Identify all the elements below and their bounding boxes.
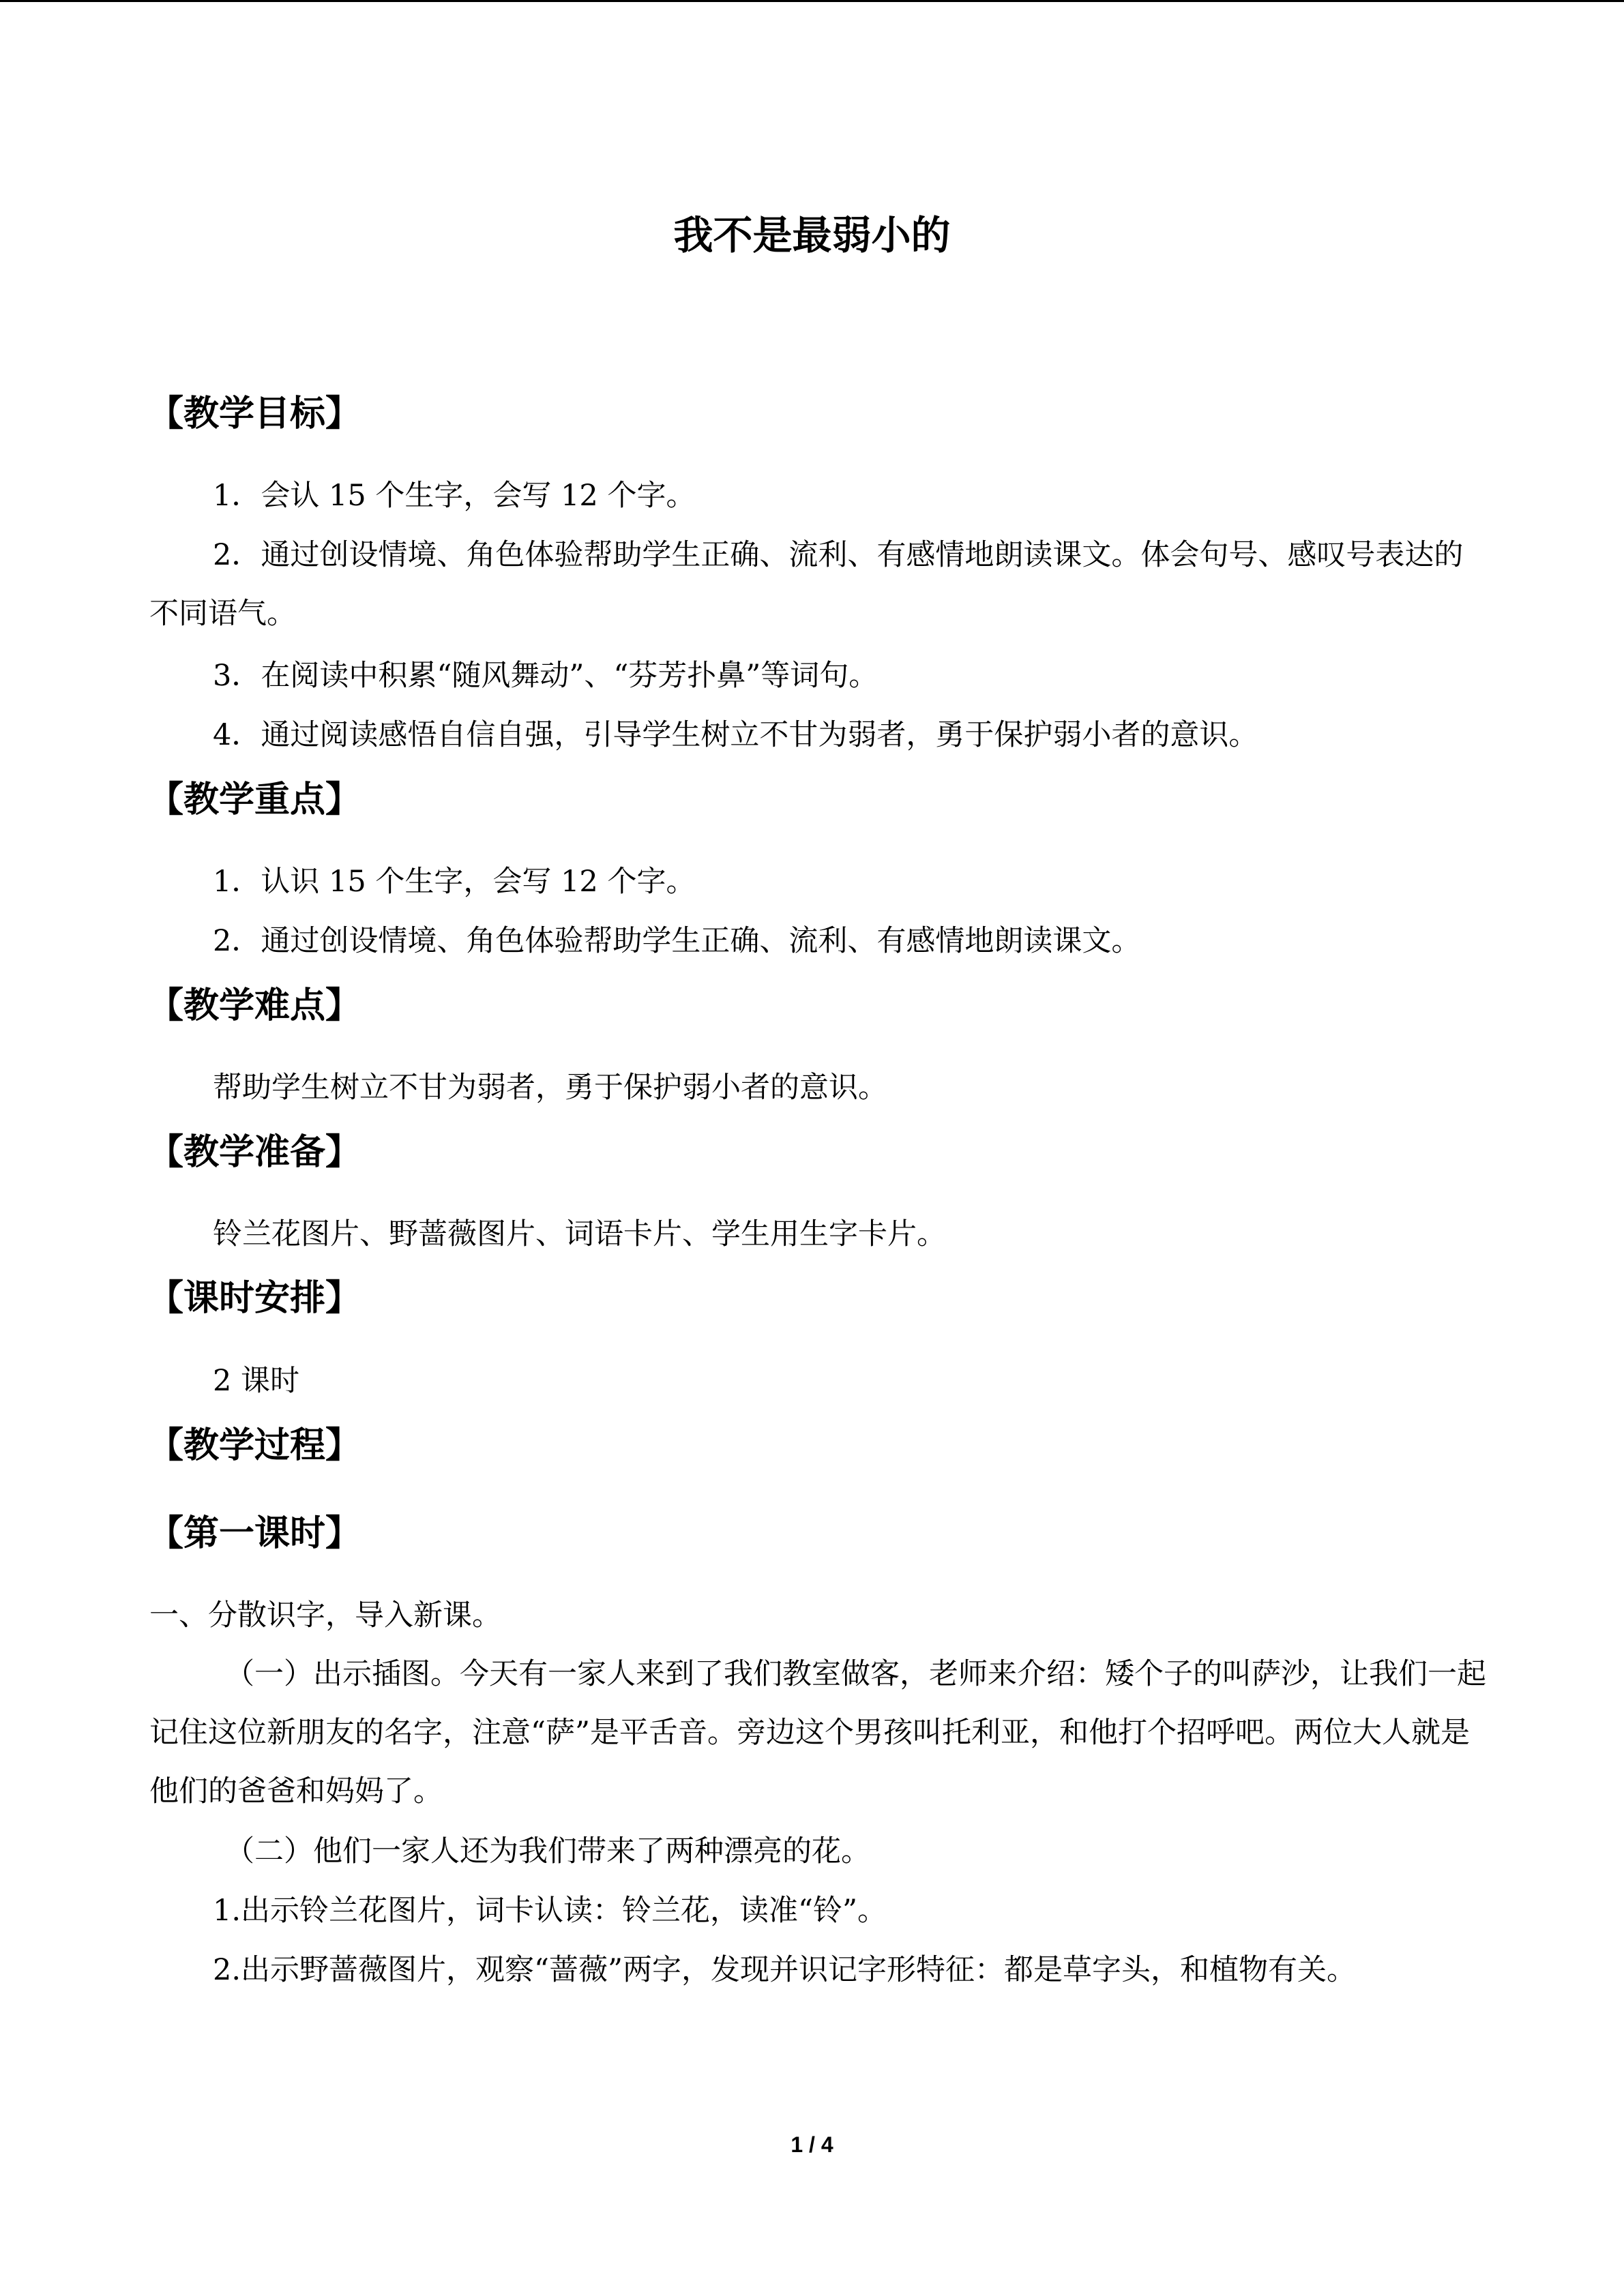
difficulty-text: 帮助学生树立不甘为弱者，勇于保护弱小者的意识。 — [213, 1071, 887, 1105]
heading-first-lesson: 【第一课时】 — [148, 1513, 361, 1554]
lesson-item-1: 1.出示铃兰花图片，词卡认读：铃兰花，读准“铃”。 — [213, 1894, 887, 1928]
heading-preparation: 【教学准备】 — [148, 1132, 361, 1173]
key-point-1: 1．认识 15 个生字，会写 12 个字。 — [213, 865, 696, 899]
preparation-text: 铃兰花图片、野蔷薇图片、词语卡片、学生用生字卡片。 — [213, 1217, 946, 1251]
goal-item-4: 4．通过阅读感悟自信自强，引导学生树立不甘为弱者，勇于保护弱小者的意识。 — [213, 718, 1258, 752]
schedule-text: 2 课时 — [213, 1364, 300, 1398]
heading-teaching-goals: 【教学目标】 — [148, 393, 361, 434]
heading-schedule: 【课时安排】 — [148, 1278, 361, 1319]
heading-difficulties: 【教学难点】 — [148, 985, 361, 1026]
heading-key-points: 【教学重点】 — [148, 779, 361, 820]
goal-item-1: 1．会认 15 个生字，会写 12 个字。 — [213, 479, 696, 513]
lesson-paragraph-2: （二）他们一家人还为我们带来了两种漂亮的花。 — [225, 1834, 870, 1868]
page-title: 我不是最弱小的 — [673, 212, 951, 258]
lesson-step-1: 一、分散识字，导入新课。 — [149, 1598, 501, 1632]
key-point-2: 2．通过创设情境、角色体验帮助学生正确、流利、有感情地朗读课文。 — [213, 924, 1141, 958]
heading-teaching-process: 【教学过程】 — [148, 1425, 361, 1466]
lesson-item-2: 2.出示野蔷薇图片，观察“蔷薇”两字，发现并识记字形特征：都是草字头，和植物有关。 — [213, 1953, 1356, 1987]
lesson-paragraph-1: （一）出示插图。今天有一家人来到了我们教室做客，老师来介绍：矮个子的叫萨沙，让我们一起记住这位新朋友的名字，注意“萨”是平舌音。旁边这个男孩叫托利亚，和他打个招呼吧。两位大人就是他们的爸爸和妈妈了。 — [149, 1657, 1486, 1808]
goal-item-2: 2．通过创设情境、角色体验帮助学生正确、流利、有感情地朗读课文。体会句号、感叹号表达的不同语气。 — [149, 538, 1464, 631]
page-number: 1 / 4 — [791, 2132, 833, 2157]
goal-item-3: 3．在阅读中积累“随风舞动”、“芬芳扑鼻”等词句。 — [213, 659, 879, 693]
